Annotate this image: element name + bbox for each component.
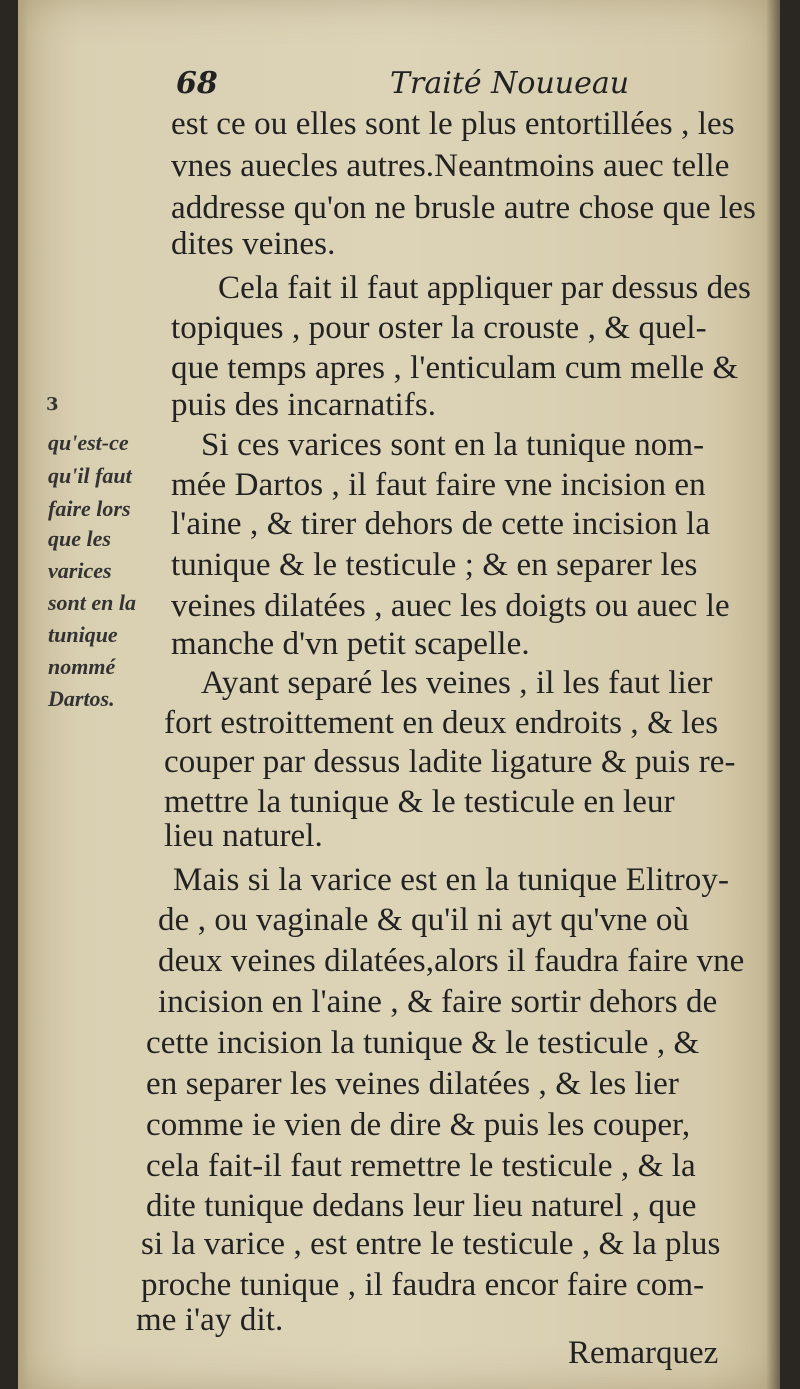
text-line: deux veines dilatées,alors il faudra faire vne xyxy=(158,943,745,979)
text-line: fort estroittement en deux endroits , & les xyxy=(164,705,719,741)
margin-note-line: qu'il faut xyxy=(48,463,132,488)
text-line: lieu naturel. xyxy=(164,818,323,854)
margin-note-line: qu'est-ce xyxy=(48,430,129,455)
margin-note-line: faire lors xyxy=(48,496,131,521)
text-line: addresse qu'on ne brusle autre chose que les xyxy=(171,190,756,226)
text-line: cela fait-il faut remettre le testicule , & la xyxy=(146,1148,696,1184)
text-line: si la varice , est entre le testicule , & la plus xyxy=(141,1226,721,1262)
text-line: proche tunique , il faudra encor faire com- xyxy=(141,1267,705,1303)
text-line: comme ie vien de dire & puis les couper, xyxy=(146,1107,691,1143)
text-line: dite tunique dedans leur lieu naturel , que xyxy=(146,1188,697,1224)
text-line: Mais si la varice est en la tunique Elitroy- xyxy=(173,862,730,898)
catchword: Remarquez xyxy=(568,1335,719,1371)
page-edge-shadow xyxy=(766,0,780,1389)
margin-note-line: que les xyxy=(48,526,111,551)
text-line: mée Dartos , il faut faire vne incision en xyxy=(171,467,706,503)
text-line: est ce ou elles sont le plus entortillées , les xyxy=(171,106,735,142)
text-line: Si ces varices sont en la tunique nom- xyxy=(201,427,705,463)
margin-note-line: Dartos. xyxy=(48,686,115,711)
text-line: tunique & le testicule ; & en separer les xyxy=(171,547,698,583)
page-header xyxy=(176,66,630,106)
margin-note-line: sont en la xyxy=(48,590,137,615)
margin-note-line: nommé xyxy=(48,654,116,679)
text-line: que temps apres , l'enticulam cum melle & xyxy=(171,350,739,386)
text-line: incision en l'aine , & faire sortir dehors de xyxy=(158,984,718,1020)
text-line: vnes auecles autres.Neantmoins auec telle xyxy=(171,148,730,184)
running-title: Traité Nouueau xyxy=(390,66,630,101)
page-number: 68 xyxy=(176,66,218,101)
margin-note-line: tunique xyxy=(48,622,118,647)
text-line: couper par dessus ladite ligature & puis re- xyxy=(164,744,736,780)
text-line: Cela fait il faut appliquer par dessus des xyxy=(218,270,751,306)
text-line: Ayant separé les veines , il les faut lier xyxy=(201,665,713,701)
page-gutter-shadow xyxy=(18,0,28,1389)
text-line: topiques , pour oster la crouste , & quel- xyxy=(171,310,707,346)
text-line: manche d'vn petit scapelle. xyxy=(171,626,530,662)
margin-note-line: varices xyxy=(48,558,112,583)
text-line: mettre la tunique & le testicule en leur xyxy=(164,784,675,820)
text-line: veines dilatées , auec les doigts ou auec le xyxy=(171,588,730,624)
text-line: l'aine , & tirer dehors de cette incision la xyxy=(171,506,711,542)
text-line: cette incision la tunique & le testicule , & xyxy=(146,1025,700,1061)
text-line: dites veines. xyxy=(171,226,336,262)
stray-printer-mark: 3 xyxy=(46,394,59,415)
text-line: puis des incarnatifs. xyxy=(171,387,437,423)
text-line: en separer les veines dilatées , & les lier xyxy=(146,1066,680,1102)
book-page xyxy=(18,0,780,1389)
text-line: me i'ay dit. xyxy=(136,1302,284,1338)
text-line: de , ou vaginale & qu'il ni ayt qu'vne où xyxy=(158,902,690,938)
